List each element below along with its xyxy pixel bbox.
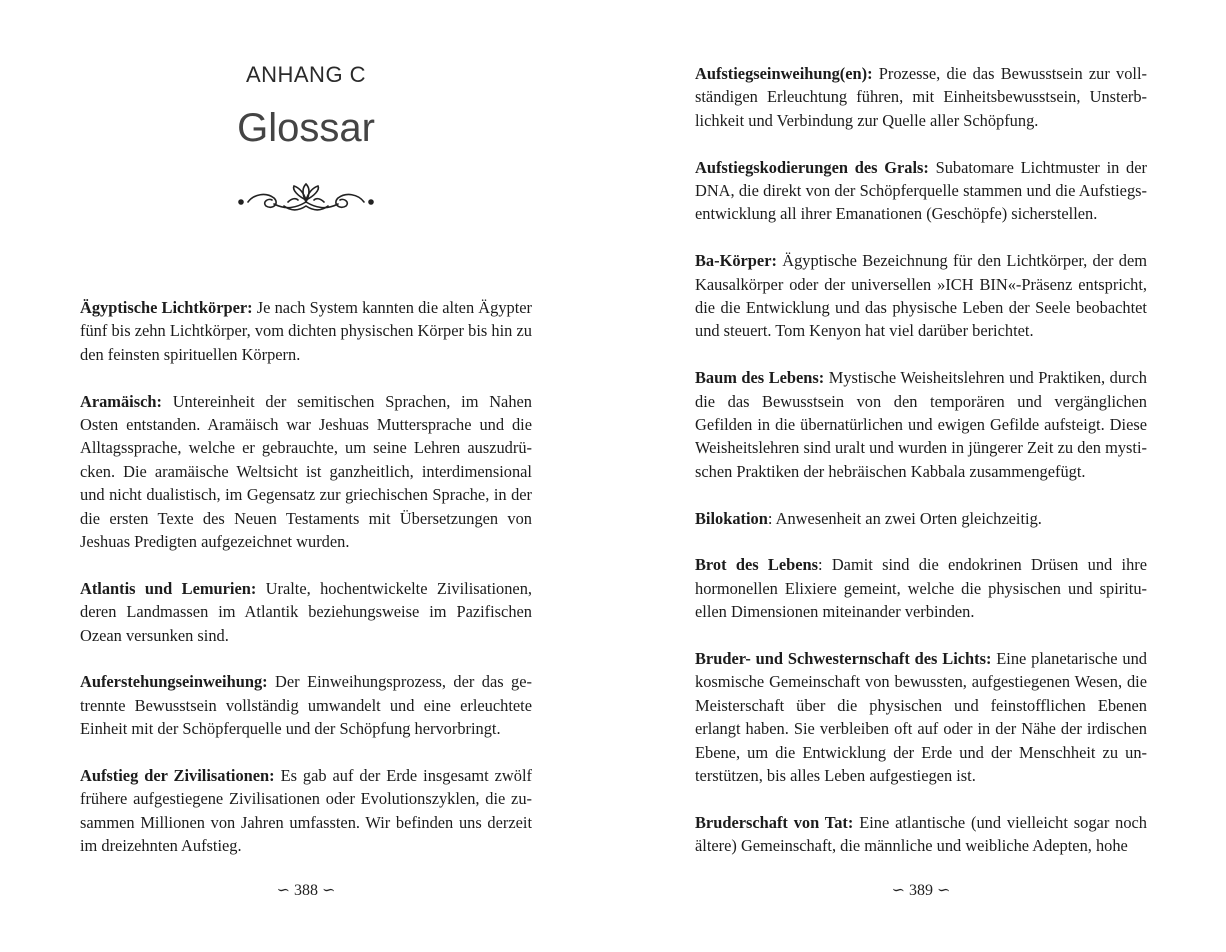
glossary-entries-left — [80, 296, 532, 881]
glossary-definition: Ägyptische Bezeichnung für den Lichtkörper, der dem Kausalkörper oder der universellen »ICH BIN«-Präsenz entspricht, die die Entwicklung und das physische Leben der Seele beobachtet und steuert. Tom Kenyon hat viel darüber berichtet. — [695, 251, 1147, 341]
glossary-term: Aufstiegseinweihung(en): — [695, 64, 873, 83]
chapter-title: Glossar — [237, 106, 375, 150]
page-number: ∽ 389 ∽ — [891, 882, 951, 899]
glossary-term: Auferstehungseinweihung: — [80, 672, 268, 692]
glossary-entry — [695, 62, 1147, 132]
glossary-entry — [695, 647, 1147, 787]
glossary-definition: Untereinheit der semitischen Sprachen, im Nahen Osten entstanden. Aramäisch war Jeshuas Muttersprache und die Alltagssprache, welche er gebrauchte, um seine Lehren auszudrücken. Die aramäische Weltsicht ist ganzheitlich, interdimensional und nicht dualistisch, im Gegensatz zur griechischen Sprache, in der die ersten Texte des Neuen Testaments mit Übersetzungen von Jeshuas Predigten aufgezeichnet wurden. — [80, 391, 532, 552]
glossary-term: Ba-Körper: — [695, 251, 777, 271]
glossary-term: Bilokation — [695, 508, 768, 528]
glossary-entry — [80, 577, 532, 647]
chapter-label: ANHANG C — [245, 62, 367, 87]
glossary-term: Aufstiegskodierungen des Grals: — [695, 157, 929, 177]
glossary-definition: : Damit sind die endokrinen Drüsen und ihre hormonellen Elixiere gemeint, welche die physischen und spirituellen Dimensionen miteinander verbinden. — [695, 555, 1147, 622]
glossary-entry — [80, 764, 532, 858]
glossary-definition: Uralte, hochentwickelte Zivilisationen, deren Landmassen im Atlantik beziehungsweise im Pazifischen Ozean versunken sind. — [80, 578, 533, 645]
glossary-entry — [80, 670, 532, 740]
glossary-definition: Subatomare Lichtmuster in der DNA, die direkt von der Schöpferquelle stammen und die Aufstiegsentwicklung all ihrer Emanationen (Geschöpfe) sicherstellen. — [695, 157, 1147, 224]
glossary-entries-right — [695, 62, 1147, 881]
glossary-entry — [695, 811, 1147, 858]
glossary-term: Baum des Lebens: — [695, 368, 825, 388]
glossary-entry — [695, 553, 1147, 623]
glossary-entry — [80, 296, 532, 366]
glossary-definition: : Anwesenheit an zwei Orten gleichzeitig. — [767, 508, 1042, 528]
left-page — [80, 0, 532, 952]
glossary-term: Aramäisch: — [80, 391, 162, 411]
glossary-definition: Es gab auf der Erde insgesamt zwölf frühere aufgestiegene Zivilisationen oder Evolutionszyklen, die zusammen Millionen von Jahren umfassten. Wir befinden uns derzeit im dreizehnten Aufstieg. — [80, 766, 532, 856]
flourish-ornament-icon — [236, 180, 376, 220]
glossary-definition: Der Einweihungsprozess, der das getrennte Bewusstsein vollständig umwandelt und eine erleuchtete Einheit mit der Schöpferquelle und der Schöpfung hervorbringt. — [80, 672, 532, 739]
glossary-term: Atlantis und Lemurien: — [80, 578, 257, 598]
glossary-definition: Mystische Weisheitslehren und Praktiken, durch die das Bewusstsein von den temporären und vergänglichen Gefilden in die übernatürlichen und ewigen Gefilde aufsteigt. Diese Weisheitslehren sind uralt und wurden in jüngerer Zeit zu den mystischen Praktiken der hebräischen Kabbala zusammengefügt. — [695, 368, 1147, 481]
glossary-term: Brot des Lebens — [695, 555, 818, 575]
right-page — [695, 0, 1147, 952]
glossary-definition: Je nach System kannten die alten Ägypter fünf bis zehn Lichtkörper, vom dichten physischen Körper bis hin zu den feinsten spirituellen Körpern. — [80, 298, 532, 364]
glossary-entry — [695, 156, 1147, 226]
glossary-entry — [695, 507, 1147, 530]
glossary-term: Bruderschaft von Tat: — [695, 812, 854, 832]
page-number: ∽ 388 ∽ — [276, 882, 336, 899]
glossary-definition: Prozesse, die das Bewusstsein zur vollständigen Erleuchtung führen, mit Einheitsbewusstsein, Unsterblichkeit und Verbindung zur Quelle aller Schöpfung. — [695, 64, 1147, 130]
glossary-entry — [695, 249, 1147, 343]
glossary-term: Bruder- und Schwesternschaft des Lichts: — [695, 649, 992, 669]
glossary-term: Aufstieg der Zivilisationen: — [80, 766, 275, 786]
glossary-entry — [695, 366, 1147, 483]
glossary-term: Ägyptische Lichtkörper: — [80, 298, 253, 317]
glossary-definition: Eine planetarische und kosmische Gemeinschaft von bewussten, aufgestiegenen Wesen, die Meisterschaft über die physischen und feinstofflichen Ebenen erlangt haben. Sie verbleiben oft auf oder in der Nähe der irdischen Ebene, um die Entwicklung der Erde und der Menschheit zu unterstützen, bis alles Leben aufgestiegen ist. — [695, 649, 1147, 786]
glossary-definition: Eine atlantische (und vielleicht sogar noch ältere) Gemeinschaft, die männliche und weibliche Adepten, hohe — [695, 812, 1147, 856]
glossary-entry — [80, 390, 532, 554]
